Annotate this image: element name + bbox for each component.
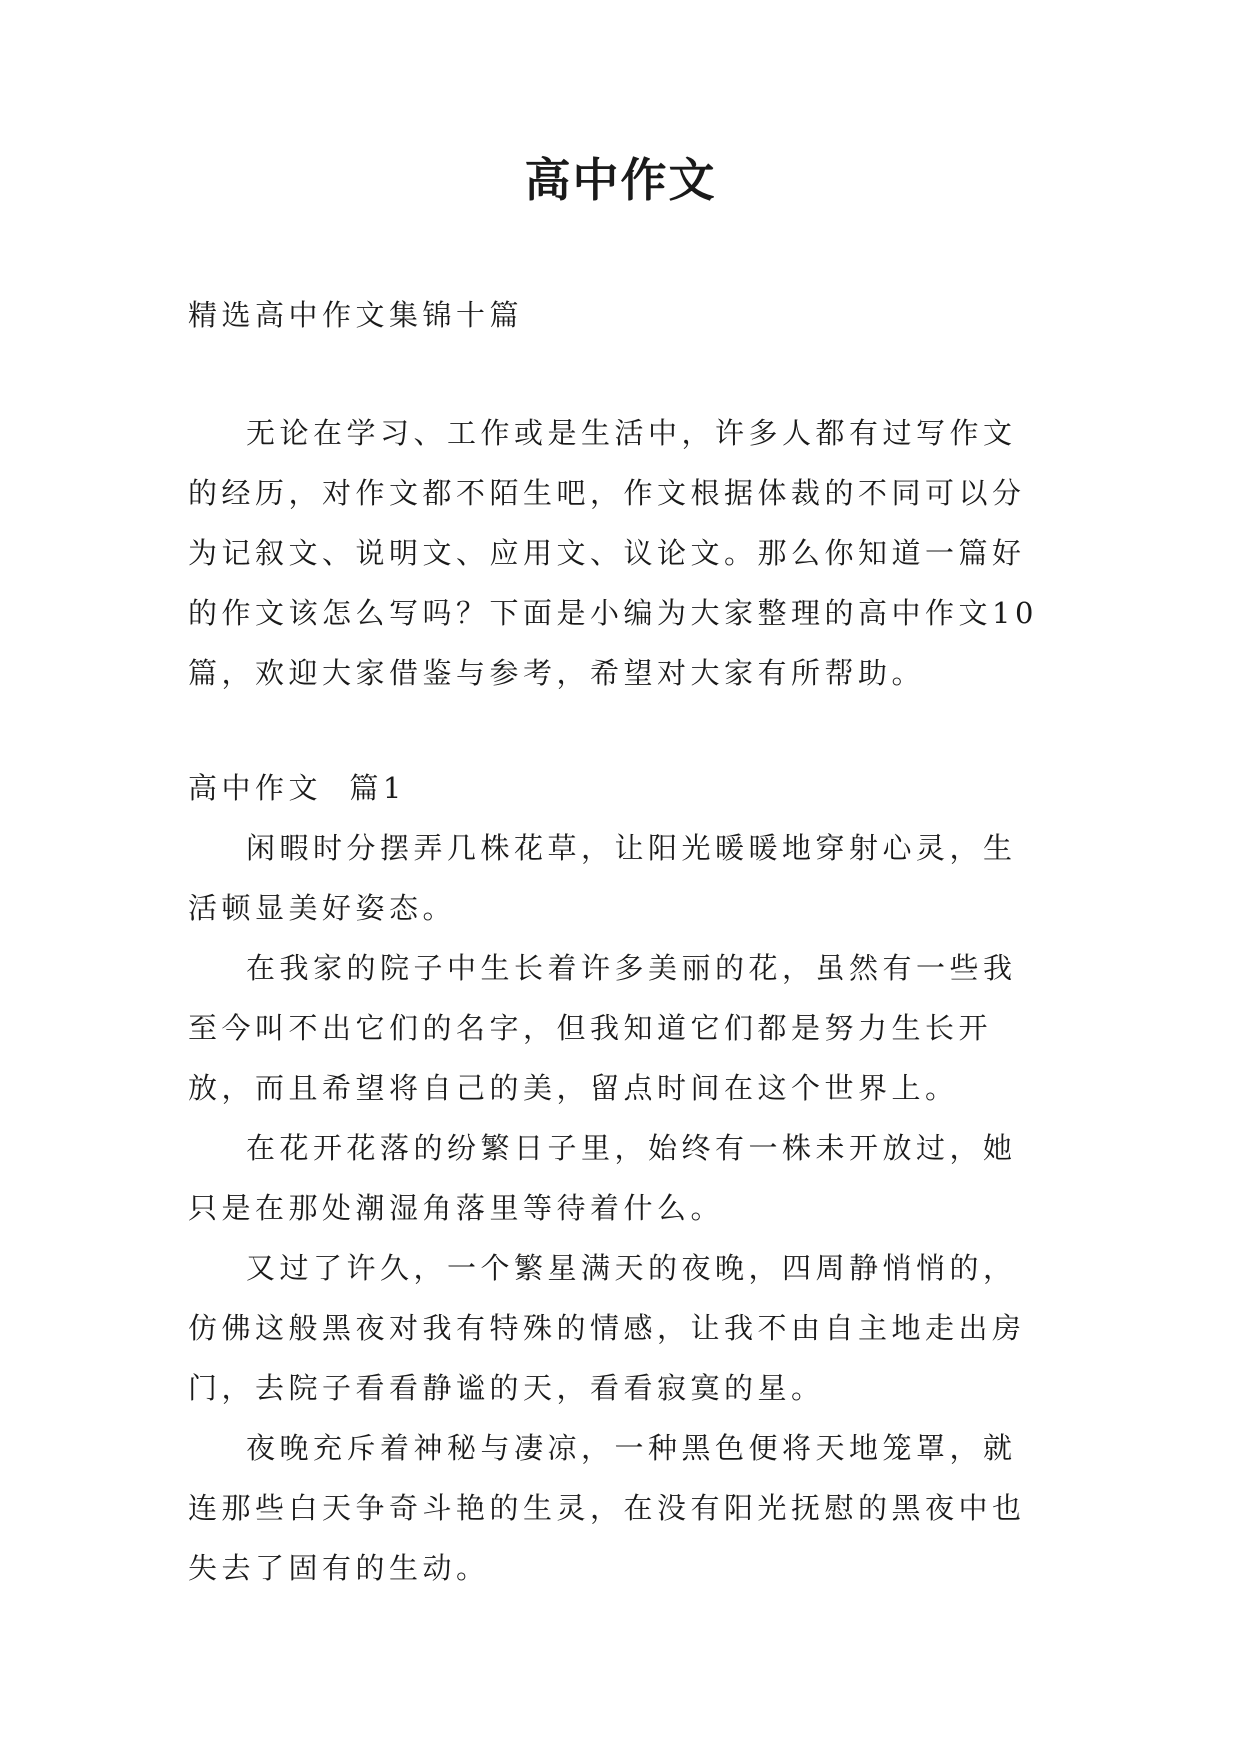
document-title: 高中作文	[524, 153, 717, 207]
essay-paragraph-2: 在我家的院子中生长着许多美丽的花，虽然有一些我至今叫不出它们的名字，但我知道它们都是努力生长开放，而且希望将自己的美，留点时间在这个世界上。	[188, 951, 1017, 1105]
essay-paragraph-5: 夜晚充斥着神秘与凄凉，一种黑色便将天地笼罩，就连那些白天争奇斗艳的生灵，在没有阳光抚慰的黑夜中也失去了固有的生动。	[188, 1431, 1026, 1585]
document-subtitle: 精选高中作文集锦十篇	[188, 298, 524, 332]
essay-heading: 高中作文 篇1	[188, 771, 406, 805]
document-body	[188, 285, 1048, 1598]
essay-paragraph-4: 又过了许久，一个繁星满天的夜晚，四周静悄悄的，仿佛这般黑夜对我有特殊的情感，让我不由自主地走出房门，去院子看看静谧的天，看看寂寞的星。	[188, 1251, 1026, 1405]
intro-paragraph: 无论在学习、工作或是生活中，许多人都有过写作文的经历，对作文都不陌生吧，作文根据体裁的不同可以分为记叙文、说明文、应用文、议论文。那么你知道一篇好的作文该怎么写吗？下面是小编为大家整理的高中作文10篇，欢迎大家借鉴与参考，希望对大家有所帮助。	[188, 416, 1038, 690]
essay-paragraph-1: 闲暇时分摆弄几株花草，让阳光暖暖地穿射心灵，生活顿显美好姿态。	[188, 831, 1017, 925]
essay-paragraph-3: 在花开花落的纷繁日子里，始终有一株未开放过，她只是在那处潮湿角落里等待着什么。	[188, 1131, 1017, 1225]
